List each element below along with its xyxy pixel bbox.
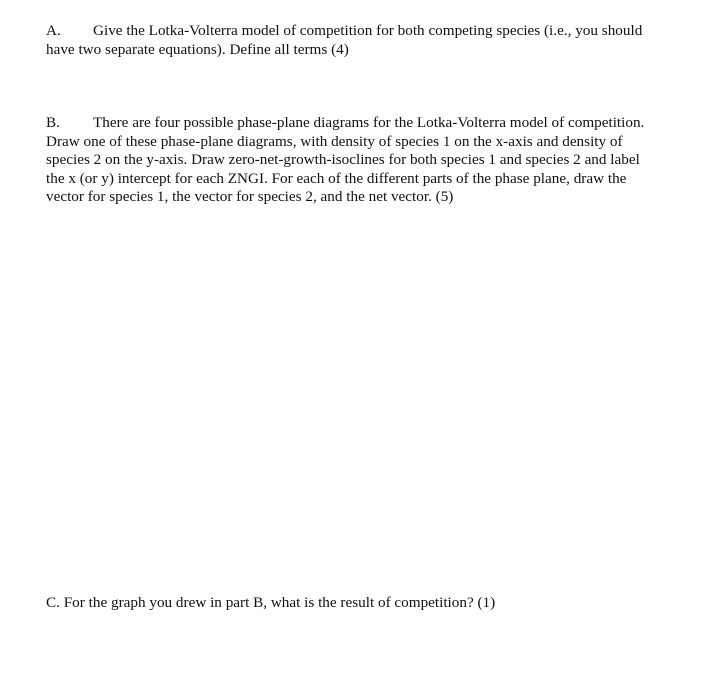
question-b [46, 114, 656, 207]
question-b-label: B. [46, 114, 60, 131]
question-c-label: C. [46, 594, 60, 611]
question-c [46, 594, 656, 613]
question-a-text: Give the Lotka-Volterra model of competition for both competing species (i.e., you should have two separate equations). Define all terms (4) [46, 22, 643, 58]
question-c-text: For the graph you drew in part B, what is the result of competition? (1) [63, 594, 496, 611]
question-b-text: There are four possible phase-plane diagrams for the Lotka-Volterra model of competition. Draw one of these phase-plane diagrams, with density of species 1 on the x-axis and density of species 2 on the y-axis. Draw zero-net-growth-isoclines for both species 1 and species 2 and label the x (or y) intercept for each ZNGI. For each of the different parts of the phase plane, draw the vector for species 1, the vector for species 2, and the net vector. (5) [46, 114, 645, 205]
question-a-label: A. [46, 22, 61, 39]
question-a [46, 22, 656, 59]
